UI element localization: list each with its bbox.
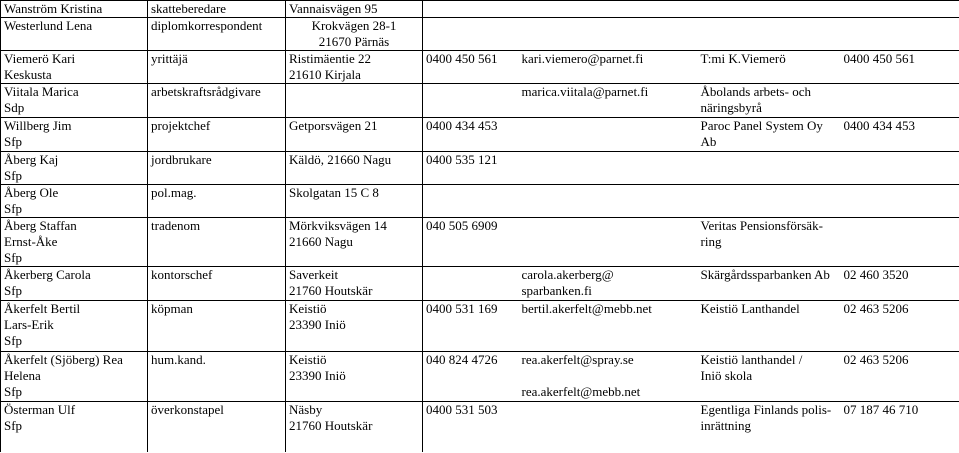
table-row: [1, 352, 959, 402]
organization-cell: [698, 185, 841, 218]
email-cell: marica.viitala@parnet.fi: [519, 84, 698, 118]
name-cell: Österman Ulf Sfp: [1, 402, 148, 452]
email-cell: [519, 1, 698, 18]
title-cell: kontorschef: [148, 267, 286, 301]
organization-cell: Keistiö Lanthandel: [698, 301, 841, 352]
email-cell: bertil.akerfelt@mebb.net: [519, 301, 698, 352]
organization-cell: T:mi K.Viemerö: [698, 51, 841, 84]
table-row: [1, 185, 959, 218]
title-cell: pol.mag.: [148, 185, 286, 218]
phone-cell: [423, 267, 519, 301]
work-phone-cell: 02 463 5206: [841, 301, 959, 352]
address-cell: Näsby 21760 Houtskär: [286, 402, 423, 452]
organization-cell: [698, 152, 841, 185]
address-cell: Käldö, 21660 Nagu: [286, 152, 423, 185]
address-cell: Keistiö 23390 Iniö: [286, 301, 423, 352]
phone-cell: 0400 531 503: [423, 402, 519, 452]
title-cell: hum.kand.: [148, 352, 286, 402]
title-cell: diplomkorrespondent: [148, 18, 286, 51]
table-row: [1, 1, 959, 18]
work-phone-cell: 02 460 3520: [841, 267, 959, 301]
title-cell: yrittäjä: [148, 51, 286, 84]
title-cell: tradenom: [148, 218, 286, 267]
table-row: [1, 118, 959, 152]
phone-cell: 040 505 6909: [423, 218, 519, 267]
work-phone-cell: 02 463 5206: [841, 352, 959, 402]
email-cell: [519, 152, 698, 185]
email-cell: carola.akerberg@ sparbanken.fi: [519, 267, 698, 301]
name-cell: Viitala Marica Sdp: [1, 84, 148, 118]
table-row: [1, 84, 959, 118]
name-cell: Westerlund Lena: [1, 18, 148, 51]
table-row: [1, 218, 959, 267]
email-cell: [519, 18, 698, 51]
email-cell: [519, 185, 698, 218]
phone-cell: 040 824 4726: [423, 352, 519, 402]
address-cell: Mörkviksvägen 14 21660 Nagu: [286, 218, 423, 267]
name-cell: Åberg Ole Sfp: [1, 185, 148, 218]
address-cell: Keistiö 23390 Iniö: [286, 352, 423, 402]
name-cell: Åkerfelt (Sjöberg) Rea Helena Sfp: [1, 352, 148, 402]
work-phone-cell: 0400 434 453: [841, 118, 959, 152]
title-cell: arbetskraftsrådgivare: [148, 84, 286, 118]
address-cell: Ristimäentie 22 21610 Kirjala: [286, 51, 423, 84]
name-cell: Willberg Jim Sfp: [1, 118, 148, 152]
phone-cell: [423, 84, 519, 118]
address-cell: Saverkeit 21760 Houtskär: [286, 267, 423, 301]
table-row: [1, 402, 959, 452]
address-cell: Krokvägen 28-1 21670 Pärnäs: [286, 18, 423, 51]
organization-cell: Paroc Panel System Oy Ab: [698, 118, 841, 152]
phone-cell: 0400 535 121: [423, 152, 519, 185]
name-cell: Åberg Kaj Sfp: [1, 152, 148, 185]
phone-cell: 0400 531 169: [423, 301, 519, 352]
email-cell: [519, 218, 698, 267]
address-cell: [286, 84, 423, 118]
phone-cell: [423, 185, 519, 218]
title-cell: projektchef: [148, 118, 286, 152]
work-phone-cell: [841, 84, 959, 118]
address-cell: Vannaisvägen 95: [286, 1, 423, 18]
table-row: [1, 51, 959, 84]
organization-cell: [698, 18, 841, 51]
email-cell: [519, 118, 698, 152]
name-cell: Åberg Staffan Ernst-Åke Sfp: [1, 218, 148, 267]
phone-cell: [423, 1, 519, 18]
phone-cell: [423, 18, 519, 51]
title-cell: överkonstapel: [148, 402, 286, 452]
name-cell: Åkerberg Carola Sfp: [1, 267, 148, 301]
work-phone-cell: [841, 218, 959, 267]
name-cell: Viemerö Kari Keskusta: [1, 51, 148, 84]
email-cell: rea.akerfelt@spray.se rea.akerfelt@mebb.net: [519, 352, 698, 402]
table-row: [1, 301, 959, 352]
name-cell: Åkerfelt Bertil Lars-Erik Sfp: [1, 301, 148, 352]
organization-cell: Egentliga Finlands polis- inrättning: [698, 402, 841, 452]
table-row: [1, 267, 959, 301]
email-cell: [519, 402, 698, 452]
organization-cell: Keistiö lanthandel / Iniö skola: [698, 352, 841, 402]
phone-cell: 0400 450 561: [423, 51, 519, 84]
title-cell: köpman: [148, 301, 286, 352]
work-phone-cell: [841, 18, 959, 51]
organization-cell: Åbolands arbets- och näringsbyrå: [698, 84, 841, 118]
work-phone-cell: [841, 1, 959, 18]
work-phone-cell: [841, 185, 959, 218]
address-cell: Skolgatan 15 C 8: [286, 185, 423, 218]
phone-cell: 0400 434 453: [423, 118, 519, 152]
email-cell: kari.viemero@parnet.fi: [519, 51, 698, 84]
organization-cell: Veritas Pensionsförsäk- ring: [698, 218, 841, 267]
title-cell: skatteberedare: [148, 1, 286, 18]
title-cell: jordbrukare: [148, 152, 286, 185]
work-phone-cell: [841, 152, 959, 185]
work-phone-cell: 07 187 46 710: [841, 402, 959, 452]
organization-cell: [698, 1, 841, 18]
work-phone-cell: 0400 450 561: [841, 51, 959, 84]
name-cell: Wanström Kristina: [1, 1, 148, 18]
table-row: [1, 152, 959, 185]
address-cell: Getporsvägen 21: [286, 118, 423, 152]
table-row: [1, 18, 959, 51]
organization-cell: Skärgårdssparbanken Ab: [698, 267, 841, 301]
